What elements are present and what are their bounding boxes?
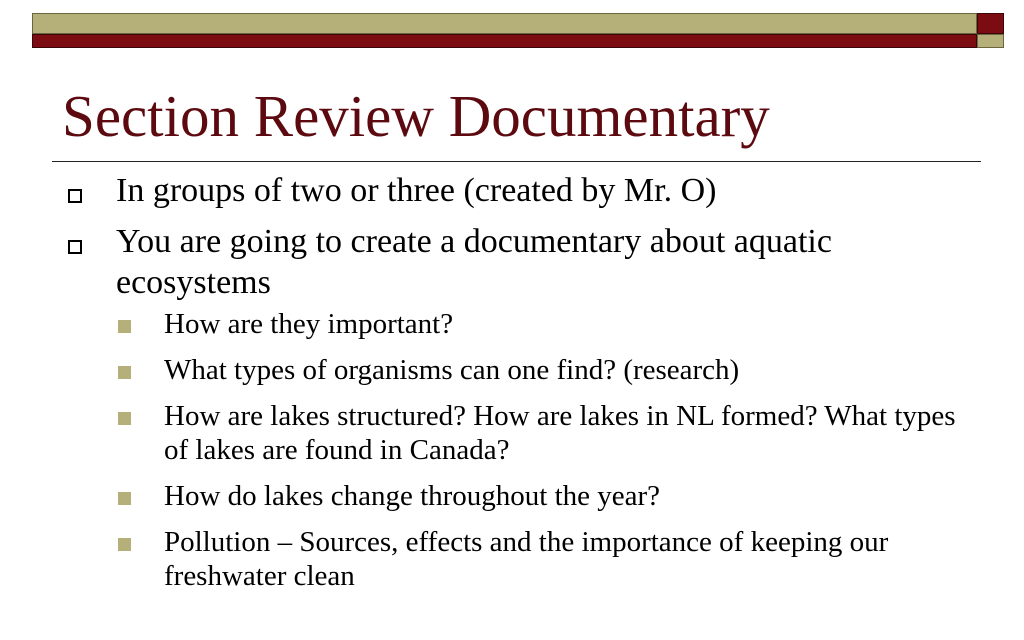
bullet-item-documentary — [60, 221, 980, 593]
sub-bullet-item — [116, 353, 980, 387]
hollow-square-bullet-icon — [68, 189, 82, 203]
header-bar-red — [32, 34, 977, 48]
sub-bullet-list — [116, 307, 980, 593]
filled-square-bullet-icon — [118, 320, 131, 333]
filled-square-bullet-icon — [118, 538, 131, 551]
filled-square-bullet-icon — [118, 492, 131, 505]
bullet-list — [60, 170, 980, 593]
header-square-olive — [977, 34, 1004, 48]
hollow-square-bullet-icon — [68, 240, 82, 254]
sub-bullet-text: What types of organisms can one find? (research) — [164, 354, 740, 386]
sub-bullet-text: How are lakes structured? How are lakes in NL formed? What types of lakes are found in Canada? — [164, 400, 956, 466]
slide-title: Section Review Documentary — [62, 83, 770, 149]
header-bar-olive — [32, 13, 977, 34]
bullet-text: In groups of two or three (created by Mr. O) — [116, 172, 717, 209]
bullet-item-groups — [60, 170, 980, 211]
slide-content — [60, 170, 980, 605]
sub-bullet-text: How are they important? — [164, 308, 454, 340]
sub-bullet-text: Pollution – Sources, effects and the importance of keeping our freshwater clean — [164, 526, 889, 592]
sub-bullet-item — [116, 525, 980, 593]
sub-bullet-item — [116, 399, 980, 467]
sub-bullet-item — [116, 307, 980, 341]
header-square-red — [977, 13, 1004, 34]
bullet-text: You are going to create a documentary about aquatic ecosystems — [116, 223, 832, 301]
title-divider — [52, 161, 981, 162]
sub-bullet-text: How do lakes change throughout the year? — [164, 480, 661, 512]
filled-square-bullet-icon — [118, 412, 131, 425]
sub-bullet-item — [116, 479, 980, 513]
filled-square-bullet-icon — [118, 366, 131, 379]
